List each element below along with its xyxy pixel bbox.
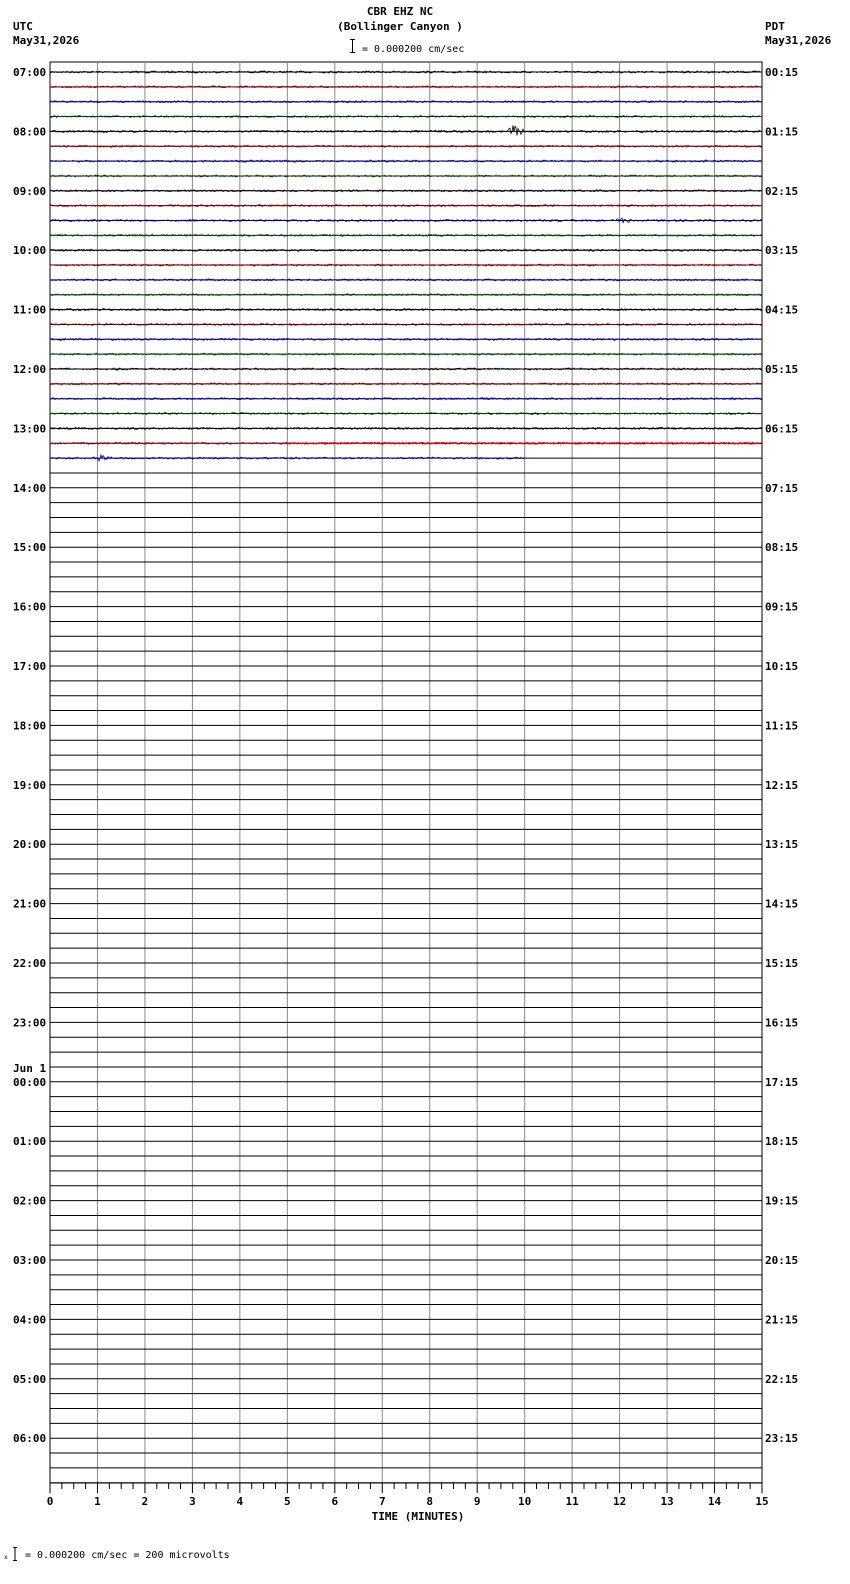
utc-hour-label: 15:00: [13, 541, 47, 555]
pdt-hour-label: 10:15: [765, 660, 799, 673]
utc-hour-label: 18:00: [13, 719, 47, 733]
x-tick-label: 4: [236, 1495, 244, 1508]
utc-hour-label: 04:00: [13, 1313, 47, 1327]
x-tick-label: 12: [612, 1495, 627, 1508]
utc-hour-label: 12:00: [13, 363, 47, 376]
date-change-label: Jun 1: [13, 1061, 47, 1075]
right-timezone: PDT: [765, 20, 785, 33]
utc-hour-label: 23:00: [13, 1016, 47, 1030]
x-tick-label: 8: [426, 1495, 434, 1508]
utc-hour-label: 01:00: [13, 1135, 47, 1149]
pdt-hour-label: 19:15: [765, 1194, 799, 1208]
x-axis-title: TIME (MINUTES): [371, 1510, 465, 1523]
utc-hour-label: 16:00: [13, 600, 47, 614]
utc-hour-label: 22:00: [13, 957, 47, 970]
utc-hour-label: 14:00: [13, 481, 47, 495]
x-tick-label: 14: [707, 1495, 722, 1508]
pdt-hour-label: 20:15: [765, 1254, 799, 1267]
seismic-trace: [50, 116, 762, 118]
x-tick-label: 0: [46, 1495, 54, 1508]
seismic-trace: [50, 279, 762, 281]
utc-hour-label: 10:00: [13, 244, 47, 258]
utc-hour-label: 19:00: [13, 778, 47, 792]
x-tick-label: 9: [473, 1495, 481, 1508]
left-timezone: UTC: [13, 20, 33, 33]
station-location: (Bollinger Canyon ): [337, 20, 463, 33]
footer-scale-text: = 0.000200 cm/sec = 200 microvolts: [25, 1550, 230, 1561]
pdt-hour-label: 16:15: [765, 1016, 799, 1030]
pdt-hour-label: 05:15: [765, 363, 799, 376]
x-tick-label: 1: [94, 1495, 101, 1508]
scale-text: = 0.000200 cm/sec: [362, 44, 465, 55]
pdt-hour-label: 06:15: [765, 422, 799, 436]
utc-hour-label: 21:00: [13, 897, 47, 911]
seismic-trace: [50, 125, 762, 135]
utc-hour-label: 17:00: [13, 660, 47, 673]
pdt-hour-label: 01:15: [765, 125, 799, 139]
pdt-hour-label: 04:15: [765, 303, 799, 317]
utc-hour-label: 06:00: [13, 1432, 47, 1446]
pdt-hour-label: 22:15: [765, 1372, 799, 1386]
seismic-trace: [50, 368, 762, 370]
utc-hour-label: 20:00: [13, 838, 47, 852]
pdt-hour-label: 21:15: [765, 1313, 799, 1327]
utc-hour-label: 02:00: [13, 1194, 47, 1208]
pdt-hour-label: 14:15: [765, 897, 799, 911]
pdt-hour-label: 13:15: [765, 838, 799, 852]
x-tick-label: 10: [518, 1495, 532, 1508]
utc-hour-label: 11:00: [13, 303, 47, 317]
x-tick-label: 11: [565, 1495, 579, 1508]
pdt-hour-label: 17:15: [765, 1075, 799, 1089]
pdt-hour-label: 11:15: [765, 719, 799, 733]
pdt-hour-label: 08:15: [765, 541, 799, 555]
utc-hour-label: 00:00: [13, 1075, 47, 1089]
seismic-trace: [50, 218, 762, 223]
seismic-trace: [50, 71, 762, 73]
x-tick-label: 7: [378, 1495, 386, 1508]
x-tick-label: 15: [755, 1495, 769, 1508]
station-title: CBR EHZ NC: [366, 5, 434, 18]
x-tick-label: 13: [660, 1495, 674, 1508]
utc-hour-label: 05:00: [13, 1372, 47, 1386]
utc-hour-label: 07:00: [13, 66, 47, 79]
pdt-hour-label: 15:15: [765, 957, 799, 970]
pdt-hour-label: 07:15: [765, 481, 799, 495]
x-tick-label: 6: [331, 1495, 339, 1508]
right-date: May31,2026: [765, 34, 832, 47]
x-tick-label: 2: [141, 1495, 149, 1508]
pdt-hour-label: 02:15: [765, 184, 799, 198]
seismic-trace: [50, 398, 762, 400]
pdt-hour-label: 09:15: [765, 600, 799, 614]
pdt-hour-label: 12:15: [765, 778, 799, 792]
pdt-hour-label: 03:15: [765, 244, 799, 258]
x-tick-label: 5: [284, 1495, 291, 1508]
x-tick-label: 3: [189, 1495, 196, 1508]
pdt-hour-label: 00:15: [765, 66, 799, 79]
pdt-hour-label: 18:15: [765, 1135, 799, 1149]
seismic-trace: [50, 190, 762, 192]
seismic-trace: [50, 145, 762, 147]
pdt-hour-label: 23:15: [765, 1432, 799, 1446]
utc-hour-label: 09:00: [13, 184, 47, 198]
utc-hour-label: 13:00: [13, 422, 47, 436]
footer-scale-icon: [4, 1546, 18, 1562]
utc-hour-label: 03:00: [13, 1254, 47, 1267]
svg-text:x: x: [4, 1554, 8, 1561]
plot-frame: [50, 62, 762, 1483]
left-date: May31,2026: [13, 34, 80, 47]
utc-hour-label: 08:00: [13, 125, 47, 139]
